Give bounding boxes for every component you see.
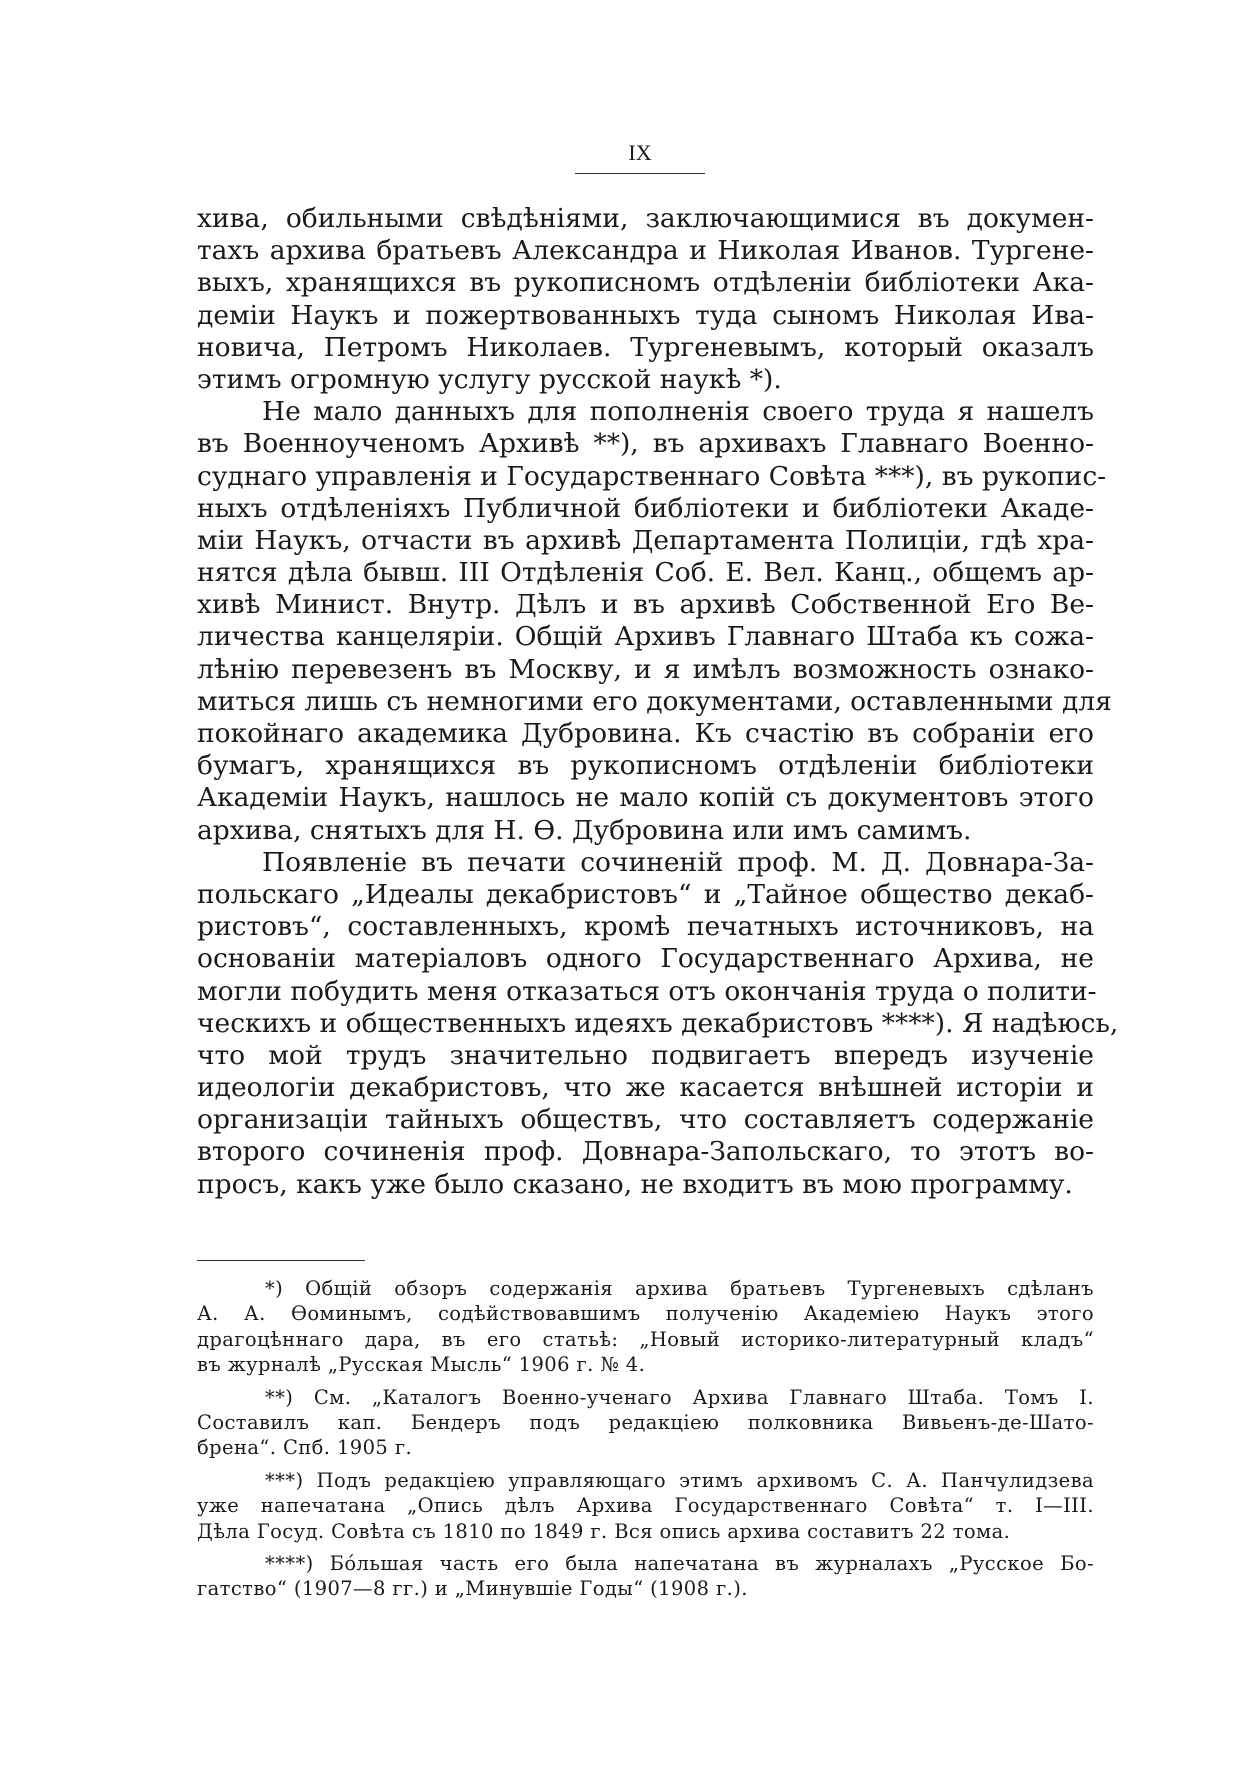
text-line: могли побудить меня отказаться отъ окончанія труда о полити-: [197, 975, 1097, 1007]
text-line: бумагъ, хранящихся въ рукописномъ отдѣленіи библіотеки: [197, 750, 1094, 782]
footnote-line: въ журналѣ „Русская Мысль“ 1906 г. № 4.: [197, 1353, 646, 1377]
text-line: личества канцеляріи. Общій Архивъ Главнаго Штаба къ сожа-: [197, 621, 1094, 653]
text-line: хива, обильными свѣдѣніями, заключающимися въ докумен-: [197, 203, 1094, 234]
footnote-rule: [197, 1260, 365, 1261]
text-line: міи Наукъ, отчасти въ архивѣ Департамента Полиціи, гдѣ хра-: [197, 524, 1094, 556]
text-line: организаціи тайныхъ обществъ, что составляетъ содержаніе: [197, 1104, 1094, 1136]
text-line: новича, Петромъ Николаев. Тургеневымъ, который оказалъ: [197, 331, 1094, 363]
text-line: лѣнію перевезенъ въ Москву, и я имѣлъ возможность ознако-: [197, 653, 1094, 685]
text-line: ныхъ отдѣленіяхъ Публичной библіотеки и библіотеки Акаде-: [197, 492, 1094, 524]
text-line: ристовъ“, составленныхъ, кромѣ печатныхъ источниковъ, на: [197, 911, 1094, 943]
text-line: Появленіе въ печати сочиненій проф. М. Д. Довнара-За-: [262, 846, 1094, 878]
footnote-line: *) Общій обзоръ содержанія архива братьевъ Тургеневыхъ сдѣланъ: [265, 1277, 1094, 1300]
main-text: [197, 203, 1119, 1201]
text-line: покойнаго академика Дубровина. Къ счастію въ собраніи его: [197, 718, 1094, 749]
text-line: второго сочиненія проф. Довнара-Запольскаго, то этотъ во-: [197, 1136, 1094, 1168]
footnote-line: ****) Бóльшая часть его была напечатана въ журналахъ „Русское Бо-: [265, 1551, 1094, 1575]
footnote-line: брена“. Спб. 1905 г.: [197, 1436, 413, 1460]
footnote-4: [197, 1551, 1094, 1602]
footnote-3: [197, 1468, 1094, 1544]
footnote-line: уже напечатана „Опись дѣлъ Архива Государственнаго Совѣта“ т. I—III.: [197, 1494, 1094, 1518]
text-line: ческихъ и общественныхъ идеяхъ декабристовъ ****). Я надѣюсь,: [197, 1007, 1119, 1039]
footnote-line: Составилъ кап. Бендеръ подъ редакціею полковника Вивьенъ-де-Шато-: [197, 1410, 1094, 1434]
text-line: что мой трудъ значительно подвигаетъ впередъ изученіе: [197, 1039, 1094, 1071]
footnote-2: [197, 1385, 1094, 1461]
text-line: миться лишь съ немногими его документами, оставленными для: [197, 685, 1112, 717]
footnote-line: **) См. „Каталогъ Военно-ученаго Архива Главнаго Штаба. Томъ I.: [265, 1385, 1094, 1409]
text-line: идеологіи декабристовъ, что же касается внѣшней исторіи и: [197, 1072, 1094, 1104]
footnote-line: драгоцѣннаго дара, въ его статьѣ: „Новый историко-литературный кладъ“: [197, 1327, 1094, 1351]
page-number: IX: [628, 140, 652, 165]
text-line: тахъ архива братьевъ Александра и Николая Иванов. Тургене-: [197, 235, 1094, 267]
text-line: хивѣ Минист. Внутр. Дѣлъ и въ архивѣ Собственной Его Ве-: [197, 589, 1094, 621]
page-number-rule: [575, 173, 705, 174]
text-line: выхъ, хранящихся въ рукописномъ отдѣленіи библіотеки Ака-: [197, 267, 1094, 299]
text-line: нятся дѣла бывш. III Отдѣленія Соб. Е. Вел. Канц., общемъ ар-: [197, 557, 1094, 589]
text-line: архива, снятыхъ для Н. Ѳ. Дубровина или имъ самимъ.: [197, 814, 972, 846]
footnote-line: ***) Подъ редакціею управляющаго этимъ архивомъ С. А. Панчулидзева: [265, 1468, 1094, 1492]
text-line: суднаго управленія и Государственнаго Совѣта ***), въ рукопис-: [197, 460, 1107, 492]
text-line: Академіи Наукъ, нашлось не мало копій съ документовъ этого: [197, 782, 1094, 814]
text-line: въ Военноученомъ Архивѣ **), въ архивахъ Главнаго Военно-: [197, 428, 1094, 460]
footnote-1: [197, 1276, 1094, 1378]
text-line: просъ, какъ уже было сказано, не входитъ въ мою программу.: [197, 1168, 1073, 1200]
text-line: Не мало данныхъ для пополненія своего труда я нашелъ: [262, 396, 1094, 428]
footnote-line: гатство“ (1907—8 гг.) и „Минувшіе Годы“ (1908 г.).: [197, 1577, 748, 1601]
text-line: этимъ огромную услугу русской наукѣ *).: [197, 363, 782, 395]
footnote-line: А. А. Ѳоминымъ, содѣйствовавшимъ полученію Академіею Наукъ этого: [197, 1302, 1094, 1326]
text-line: основаніи матеріаловъ одного Государственнаго Архива, не: [197, 943, 1094, 975]
footnote-line: Дѣла Госуд. Совѣта съ 1810 по 1849 г. Вся опись архива составитъ 22 тома.: [197, 1519, 1011, 1543]
text-line: деміи Наукъ и пожертвованныхъ туда сыномъ Николая Ива-: [197, 299, 1094, 331]
text-line: польскаго „Идеалы декабристовъ“ и „Тайное общество декаб-: [197, 878, 1094, 910]
footnotes: [197, 1276, 1094, 1602]
